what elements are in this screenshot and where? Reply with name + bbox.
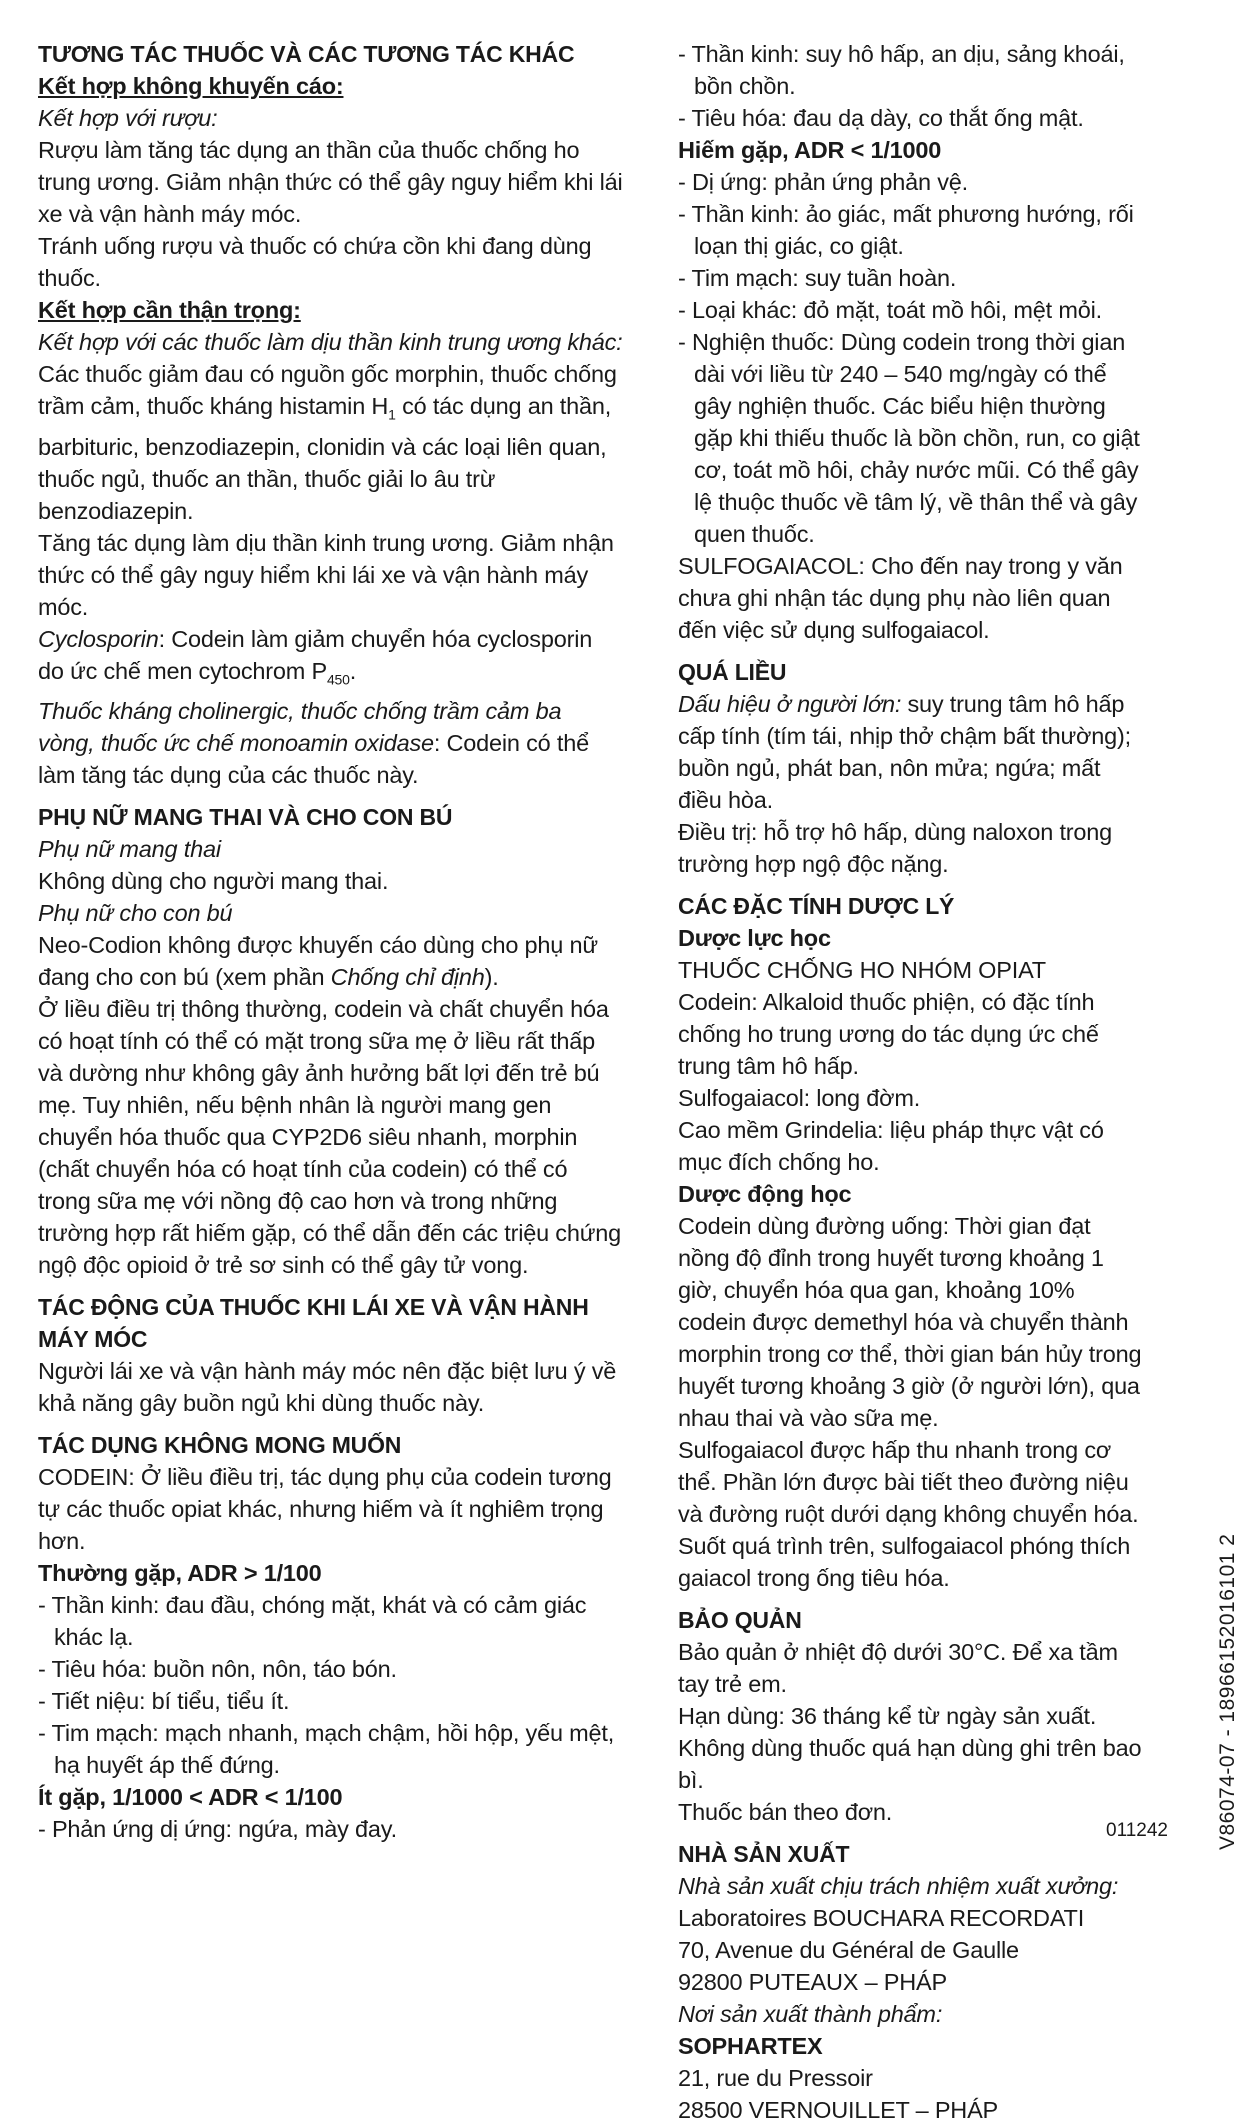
- codein-intro: CODEIN: Ở liều điều trị, tác dụng phụ của codein tương tự các thuốc opiat khác, nhưng hiếm và ít nghiêm trọng hơn.: [38, 1464, 612, 1555]
- release-manufacturer-line: 70, Avenue du Général de Gaulle: [678, 1937, 1019, 1963]
- overdose-treatment: Điều trị: hỗ trợ hô hấp, dùng naloxon trong trường hợp ngộ độc nặng.: [678, 819, 1113, 877]
- caution-heading: Kết hợp cần thận trọng:: [38, 297, 301, 323]
- pd-sulfogaiacol: Sulfogaiacol: long đờm.: [678, 1085, 921, 1111]
- release-manufacturer-heading: Nhà sản xuất chịu trách nhiệm xuất xưởng:: [678, 1873, 1119, 1899]
- cyclosporin-end: .: [349, 657, 357, 684]
- common-item: - Thần kinh: đau đầu, chóng mặt, khát và có cảm giác khác lạ.: [38, 1592, 587, 1651]
- interactions-title: TƯƠNG TÁC THUỐC VÀ CÁC TƯƠNG TÁC KHÁC: [38, 41, 575, 67]
- vertical-code: V86074-07 - 18966152016101 2: [1216, 1533, 1239, 1850]
- p450-subscript: 450: [326, 671, 350, 688]
- storage-title: BẢO QUẢN: [678, 1607, 802, 1633]
- h1-subscript: 1: [388, 406, 396, 423]
- release-manufacturer-line: 92800 PUTEAUX – PHÁP: [678, 1969, 947, 1995]
- alcohol-text-1: Rượu làm tăng tác dụng an thần của thuốc chống ho trung ương. Giảm nhận thức có thể gây nguy hiểm khi lái xe và vận hành máy móc.: [38, 137, 623, 227]
- cns-text-1a: Các thuốc giảm đau có nguồn gốc morphin, thuốc chống trầm cảm, thuốc kháng histamin H: [38, 361, 617, 419]
- sulfogaiacol-side-effects: SULFOGAIACOL: Cho đến nay trong y văn chưa ghi nhận tác dụng phụ nào liên quan đến việc sử dụng sulfogaiacol.: [678, 553, 1123, 643]
- breastfeeding-heading: Phụ nữ cho con bú: [38, 900, 233, 927]
- alcohol-text-2: Tránh uống rượu và thuốc có chứa cồn khi đang dùng thuốc.: [38, 233, 592, 291]
- finished-product-line: 28500 VERNOUILLET – PHÁP: [678, 2097, 999, 2123]
- overdose-signs-text: suy trung tâm hô hấp cấp tính (tím tái, nhịp thở chậm bất thường); buồn ngủ, phát ban, nôn mửa; ngứa; mất điều hòa.: [678, 691, 1131, 813]
- cns-heading: Kết hợp với các thuốc làm dịu thần kinh trung ương khác:: [38, 329, 623, 355]
- bf-text-a: Neo-Codion không được khuyến cáo dùng cho phụ nữ đang cho con bú (xem phần: [38, 932, 598, 991]
- storage-line: Không dùng thuốc quá hạn dùng ghi trên bao bì.: [678, 1735, 1142, 1793]
- overdose-title: QUÁ LIỀU: [678, 659, 787, 685]
- anticholinergic-desc: : Codein có thể làm tăng tác dụng của các thuốc này.: [38, 730, 589, 789]
- pregnancy-title: PHỤ NỮ MANG THAI VÀ CHO CON BÚ: [38, 804, 453, 831]
- anticholinergic-name: Thuốc kháng cholinergic, thuốc chống trầm cảm ba vòng, thuốc ức chế monoamin oxidase: [38, 698, 562, 757]
- finished-product-name: SOPHARTEX: [678, 2033, 823, 2059]
- storage-line: Hạn dùng: 36 tháng kể từ ngày sản xuất.: [678, 1703, 1097, 1729]
- pd-codein: Codein: Alkaloid thuốc phiện, có đặc tính chống ho trung ương do tác dụng ức chế trung tâm hô hấp.: [678, 989, 1099, 1079]
- storage-line: Thuốc bán theo đơn.: [678, 1799, 893, 1825]
- common-heading: Thường gặp, ADR > 1/100: [38, 1560, 322, 1587]
- storage-line: Bảo quản ở nhiệt độ dưới 30°C. Để xa tầm tay trẻ em.: [678, 1639, 1118, 1697]
- cns-text-1b: có tác dụng an thần, barbituric, benzodiazepin, clonidin và các loại liên quan, thuốc ngủ, thuốc an thần, thuốc giải lo âu trừ benzodiazepin.: [38, 393, 612, 524]
- cyclosporin-desc: : Codein làm giảm chuyển hóa cyclosporin do ức chế men cytochrom P: [38, 625, 593, 684]
- driving-text: Người lái xe và vận hành máy móc nên đặc biệt lưu ý về khả năng gây buồn ngủ khi dùng thuốc này.: [38, 1358, 617, 1417]
- rare-item: - Thần kinh: ảo giác, mất phương hướng, rối loạn thị giác, co giật.: [678, 201, 1134, 259]
- rare-item: - Dị ứng: phản ứng phản vệ.: [678, 169, 968, 195]
- bf-text-b: ).: [484, 964, 499, 991]
- rare-item: - Nghiện thuốc: Dùng codein trong thời gian dài với liều từ 240 – 540 mg/ngày có thể gây nghiện thuốc. Các biểu hiện thường gặp khi thiếu thuốc là bồn chồn, run, co giật cơ, toát mồ hôi, chảy nước mũi. Có thể gây lệ thuộc thuốc về tâm lý, về thân thể và gây quen thuốc.: [678, 329, 1140, 547]
- cyclosporin-name: Cyclosporin: [38, 625, 159, 652]
- bf-ref: Chống chỉ định: [330, 964, 485, 991]
- manufacturer-title: NHÀ SẢN XUẤT: [678, 1841, 850, 1867]
- rare-item: - Loại khác: đỏ mặt, toát mồ hôi, mệt mỏi.: [678, 297, 1102, 323]
- pd-class: THUỐC CHỐNG HO NHÓM OPIAT: [678, 957, 1046, 983]
- cns-text-1: [38, 358, 623, 527]
- release-manufacturer-line: Laboratoires BOUCHARA RECORDATI: [678, 1905, 1085, 1931]
- uncommon-heading: Ít gặp, 1/1000 < ADR < 1/100: [38, 1784, 343, 1811]
- common-item: - Tiêu hóa: buồn nôn, nôn, táo bón.: [38, 1656, 397, 1683]
- breastfeeding-text-1: [38, 929, 623, 993]
- common-item: - Tim mạch: mạch nhanh, mạch chậm, hồi hộp, yếu mệt, hạ huyết áp thế đứng.: [38, 1720, 615, 1779]
- common-item: - Tiết niệu: bí tiểu, tiểu ít.: [38, 1688, 290, 1715]
- pk-sulfogaiacol: Sulfogaiacol được hấp thu nhanh trong cơ thể. Phần lớn được bài tiết theo đường niệu và đường ruột dưới dạng không chuyển hóa. Suốt quá trình trên, sulfogaiacol phóng thích gaiacol trong ống tiêu hóa.: [678, 1437, 1139, 1591]
- uncommon-item: - Thần kinh: suy hô hấp, an dịu, sảng khoái, bồn chồn.: [678, 41, 1125, 99]
- pharmacokinetics-heading: Dược động học: [678, 1181, 852, 1207]
- pharmacodynamics-heading: Dược lực học: [678, 925, 831, 951]
- left-column: [38, 38, 623, 1872]
- rare-item: - Tim mạch: suy tuần hoàn.: [678, 265, 957, 291]
- rare-heading: Hiếm gặp, ADR < 1/1000: [678, 137, 942, 163]
- pd-grindelia: Cao mềm Grindelia: liệu pháp thực vật có mục đích chống ho.: [678, 1117, 1104, 1175]
- breastfeeding-text-2: Ở liều điều trị thông thường, codein và chất chuyển hóa có hoạt tính có thể có mặt trong sữa mẹ ở liều rất thấp và dường như không gây ảnh hưởng bất lợi đến trẻ bú mẹ. Tuy nhiên, nếu bệnh nhân là người mang gen chuyển hóa thuốc qua CYP2D6 siêu nhanh, morphin (chất chuyển hóa có hoạt tính của codein) có thể có trong sữa mẹ với nồng độ cao hơn và trong những trường hợp rất hiếm gặp, có thể dẫn đến các triệu chứng ngộ độc opioid ở trẻ sơ sinh có thể gây tử vong.: [38, 996, 621, 1279]
- cyclosporin-text: [38, 623, 623, 696]
- overdose-signs-heading: Dấu hiệu ở người lớn:: [678, 691, 902, 717]
- pregnancy-text: Không dùng cho người mang thai.: [38, 868, 389, 895]
- uncommon-item: - Phản ứng dị ứng: ngứa, mày đay.: [38, 1816, 397, 1843]
- cns-text-2: Tăng tác dụng làm dịu thần kinh trung ương. Giảm nhận thức có thể gây nguy hiểm khi lái xe và vận hành máy móc.: [38, 529, 614, 620]
- right-column: [678, 38, 1148, 2123]
- pk-codein: Codein dùng đường uống: Thời gian đạt nồng độ đỉnh trong huyết tương khoảng 1 giờ, chuyển hóa qua gan, khoảng 10% codein được demethyl hóa và chuyển thành morphin trong cơ thể, thời gian bán hủy trong huyết tương khoảng 3 giờ (ở người lớn), qua nhau thai và vào sữa mẹ.: [678, 1213, 1142, 1431]
- alcohol-heading: Kết hợp với rượu:: [38, 105, 218, 131]
- side-effects-title: TÁC DỤNG KHÔNG MONG MUỐN: [38, 1432, 402, 1459]
- not-recommended-heading: Kết hợp không khuyến cáo:: [38, 73, 344, 99]
- driving-title: TÁC ĐỘNG CỦA THUỐC KHI LÁI XE VÀ VẬN HÀNH MÁY MÓC: [38, 1294, 589, 1353]
- finished-product-heading: Nơi sản xuất thành phẩm:: [678, 2001, 943, 2027]
- overdose-signs: [678, 688, 1148, 816]
- anticholinergic-text: [38, 695, 623, 791]
- batch-code: 011242: [1106, 1820, 1168, 1841]
- pregnancy-heading: Phụ nữ mang thai: [38, 836, 221, 863]
- pharmacology-title: CÁC ĐẶC TÍNH DƯỢC LÝ: [678, 893, 955, 919]
- uncommon-item: - Tiêu hóa: đau dạ dày, co thắt ống mật.: [678, 105, 1084, 131]
- finished-product-line: 21, rue du Pressoir: [678, 2065, 873, 2091]
